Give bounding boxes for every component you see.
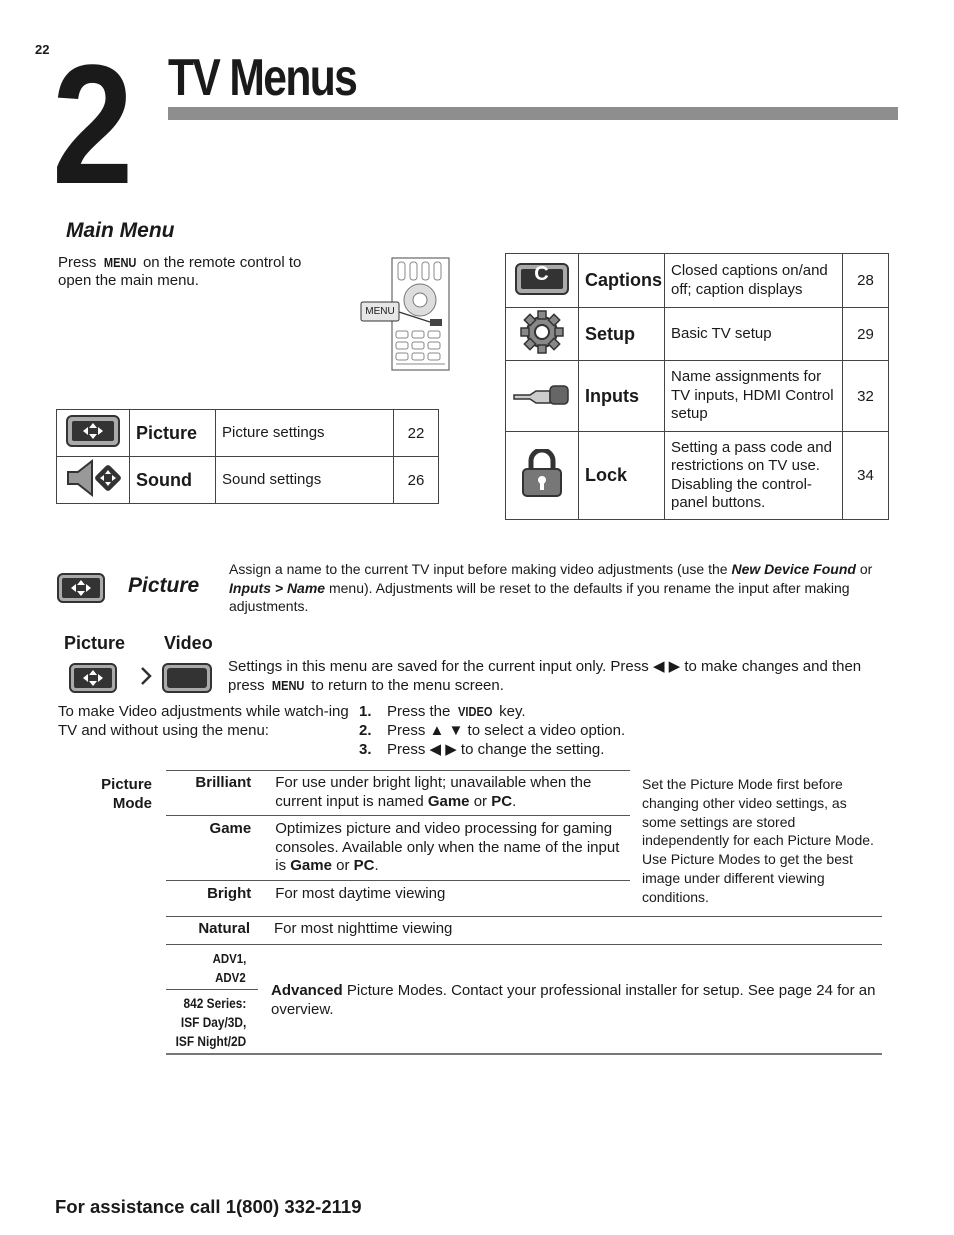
- picture-section-icon: [56, 572, 106, 609]
- menu-desc-inputs: Name assignments for TV inputs, HDMI Control setup: [665, 361, 843, 432]
- menu-row-setup: [506, 308, 889, 361]
- chapter-number: 2: [52, 30, 125, 220]
- menu-row-picture: [57, 410, 439, 457]
- mode-rule-advanced: [166, 944, 882, 945]
- mode-name-natural: Natural: [198, 920, 250, 937]
- step-3: 3. Press ◀ ▶ to change the setting.: [359, 741, 605, 758]
- video-adjust-intro: To make Video adjustments while watch-ing TV and without using the menu:: [58, 703, 349, 739]
- menu-page-lock: 34: [843, 432, 889, 520]
- padlock-icon: [506, 432, 579, 520]
- mode-name-bright: Bright: [207, 884, 252, 902]
- menu-page-sound: 26: [394, 457, 439, 504]
- menu-page-picture: 22: [394, 410, 439, 457]
- menu-row-inputs: [506, 361, 889, 432]
- mode-table-bottom-rule: [166, 1053, 882, 1055]
- sound-icon: [57, 457, 130, 504]
- mode-desc-natural: For most nighttime viewing: [274, 920, 453, 937]
- remote-illustration: [360, 256, 452, 372]
- mode-desc-game: Optimizes picture and video processing for gaming consoles. Available only when the name of the input is Game or PC.: [275, 820, 620, 874]
- picture-mode-table: [166, 770, 630, 914]
- menu-row-lock: [506, 432, 889, 520]
- picture-section-heading: Picture: [128, 574, 200, 597]
- mode-name-game: Game: [209, 820, 252, 837]
- captions-icon-letter: C: [534, 262, 549, 285]
- picture-mode-label: Picture Mode: [101, 776, 152, 812]
- title-underline-bar: [168, 107, 898, 120]
- mode-name-brilliant: Brilliant: [195, 774, 252, 791]
- mode-row-natural: [166, 916, 882, 943]
- advanced-mode-names-1: ADV1, ADV2: [212, 951, 246, 985]
- main-menu-heading: Main Menu: [66, 219, 175, 242]
- menu-key: MENU: [103, 255, 136, 270]
- step-2: 2. Press ▲ ▼ to select a video option.: [359, 722, 626, 739]
- path-label-video: Video: [164, 633, 213, 653]
- mode-row-game: [166, 816, 630, 881]
- assistance-footer: For assistance call 1(800) 332-2119: [55, 1196, 362, 1217]
- advanced-mode-desc: Advanced Picture Modes. Contact your professional installer for setup. See page 24 for an overview.: [271, 982, 876, 1018]
- advanced-mode-separator: [166, 989, 258, 990]
- picture-icon: [57, 410, 130, 457]
- menu-name-sound: Sound: [130, 457, 216, 504]
- menu-row-captions: [506, 254, 889, 308]
- main-menu-intro: Press MENU on the remote control to open the main menu.: [58, 254, 302, 289]
- mode-desc-bright: For most daytime viewing: [275, 884, 446, 902]
- menu-name-inputs: Inputs: [579, 361, 665, 432]
- main-menu-table-left: [56, 409, 439, 504]
- menu-page-captions: 28: [843, 254, 889, 308]
- picture-assign-note: Assign a name to the current TV input before making video adjustments (use the New Device Found or Inputs > Name menu). Adjustments will be reset to the defaults if you rename the input after making adjustments.: [229, 561, 873, 614]
- menu-name-setup: Setup: [579, 308, 665, 361]
- menu-name-lock: Lock: [579, 432, 665, 520]
- connector-icon: [506, 361, 579, 432]
- mode-row-bright: [166, 880, 630, 914]
- remote-menu-label: MENU: [365, 306, 395, 317]
- main-menu-table-right: [505, 253, 889, 520]
- menu-desc-picture: Picture settings: [216, 410, 394, 457]
- video-icon: [161, 662, 213, 699]
- menu-desc-lock: Setting a pass code and restrictions on TV use. Disabling the control-panel buttons.: [665, 432, 843, 520]
- video-menu-nav-text: Settings in this menu are saved for the current input only. Press ◀ ▶ to make changes and then press MENU to return to the menu screen.: [228, 658, 862, 694]
- mode-desc-brilliant: For use under bright light; unavailable when the current input is named Game or PC.: [275, 774, 592, 810]
- page-title: TV Menus: [168, 49, 357, 107]
- menu-name-picture: Picture: [130, 410, 216, 457]
- menu-page-setup: 29: [843, 308, 889, 361]
- menu-page-inputs: 32: [843, 361, 889, 432]
- captions-icon: [506, 254, 579, 308]
- menu-desc-sound: Sound settings: [216, 457, 394, 504]
- page-number: 22: [35, 42, 50, 57]
- video-adjust-steps: [359, 702, 625, 759]
- menu-desc-captions: Closed captions on/and off; caption displays: [665, 254, 843, 308]
- path-picture-icon: [68, 662, 118, 699]
- path-label-picture: Picture: [64, 633, 126, 653]
- menu-row-sound: [57, 457, 439, 504]
- mode-row-brilliant: [166, 770, 630, 816]
- picture-mode-side-note: Set the Picture Mode first before changing other video settings, as some settings are stored independently for each Picture Mode. Use Picture Modes to get the best image under different viewing conditions.: [642, 776, 874, 905]
- menu-desc-setup: Basic TV setup: [665, 308, 843, 361]
- advanced-mode-names-2: 842 Series: ISF Day/3D, ISF Night/2D: [175, 996, 246, 1049]
- menu-name-captions: Captions: [579, 254, 665, 308]
- gear-icon: [506, 308, 579, 361]
- path-chevron-icon: [140, 666, 152, 691]
- step-1: 1. Press the VIDEO key.: [359, 703, 526, 720]
